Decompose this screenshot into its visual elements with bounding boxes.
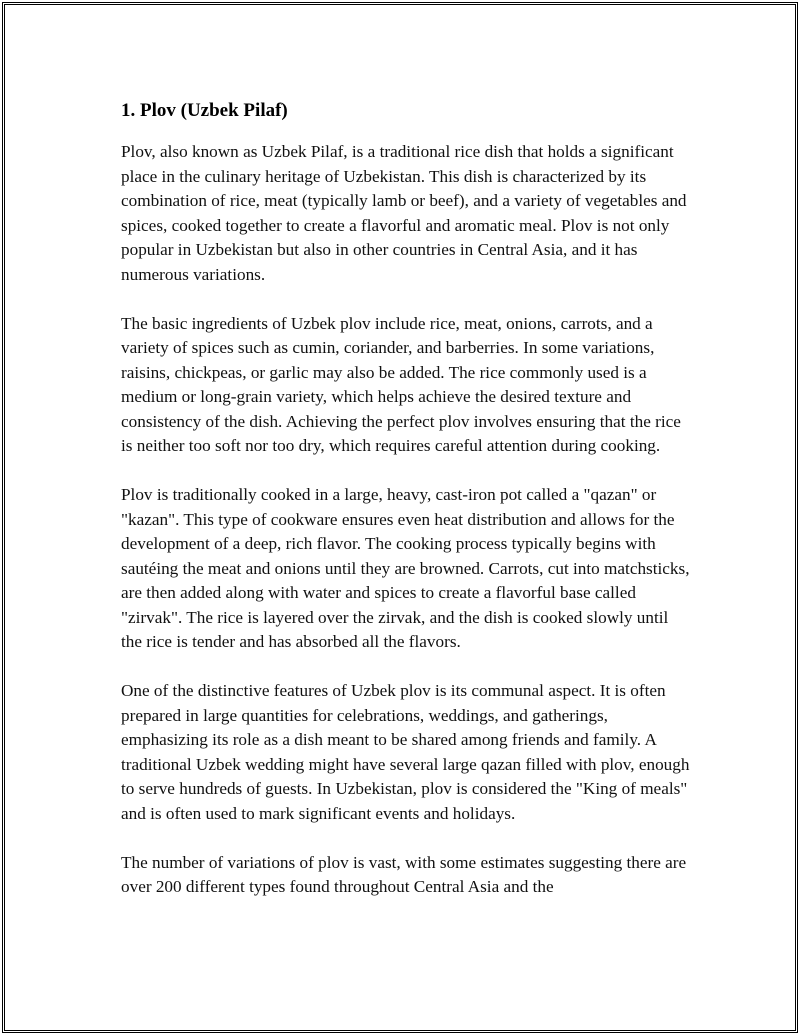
paragraph-intro: Plov, also known as Uzbek Pilaf, is a traditional rice dish that holds a significant place in the culinary heritage of Uzbekistan. This dish is characterized by its combination of rice, meat (typically lamb or beef), and a variety of vegetables and spices, cooked together to create a flavorful and aromatic meal. Plov is not only popular in Uzbekistan but also in other countries in Central Asia, and it has numerous variations. (121, 142, 687, 284)
page-frame (2, 2, 798, 1033)
paragraph-ingredients: The basic ingredients of Uzbek plov include rice, meat, onions, carrots, and a variety of spices such as cumin, coriander, and barberries. In some variations, raisins, chickpeas, or garlic may also be added. The rice commonly used is a medium or long-grain variety, which helps achieve the desired texture and consistency of the dish. Achieving the perfect plov involves ensuring that the rice is neither too soft nor too dry, which requires careful attention during cooking. (121, 313, 681, 455)
section-heading: 1. Plov (Uzbek Pilaf) (121, 100, 288, 121)
document-body (121, 99, 691, 924)
paragraph-cooking: Plov is traditionally cooked in a large, heavy, cast-iron pot called a "qazan" or "kazan". This type of cookware ensures even heat distribution and allows for the development of a deep, rich flavor. The cooking process typically begins with sautéing the meat and onions until they are browned. Carrots, cut into matchsticks, are then added along with water and spices to create a flavorful base called "zirvak". The rice is layered over the zirvak, and the dish is cooked slowly until the rice is tender and has absorbed all the flavors. (121, 485, 690, 651)
paragraph-variations: The number of variations of plov is vast, with some estimates suggesting there are over 200 different types found throughout Central Asia and the (121, 852, 687, 896)
paragraph-communal: One of the distinctive features of Uzbek plov is its communal aspect. It is often prepared in large quantities for celebrations, weddings, and gatherings, emphasizing its role as a dish meant to be shared among friends and family. A traditional Uzbek wedding might have several large qazan filled with plov, enough to serve hundreds of guests. In Uzbekistan, plov is considered the "King of meals" and is often used to mark significant events and holidays. (121, 681, 690, 823)
